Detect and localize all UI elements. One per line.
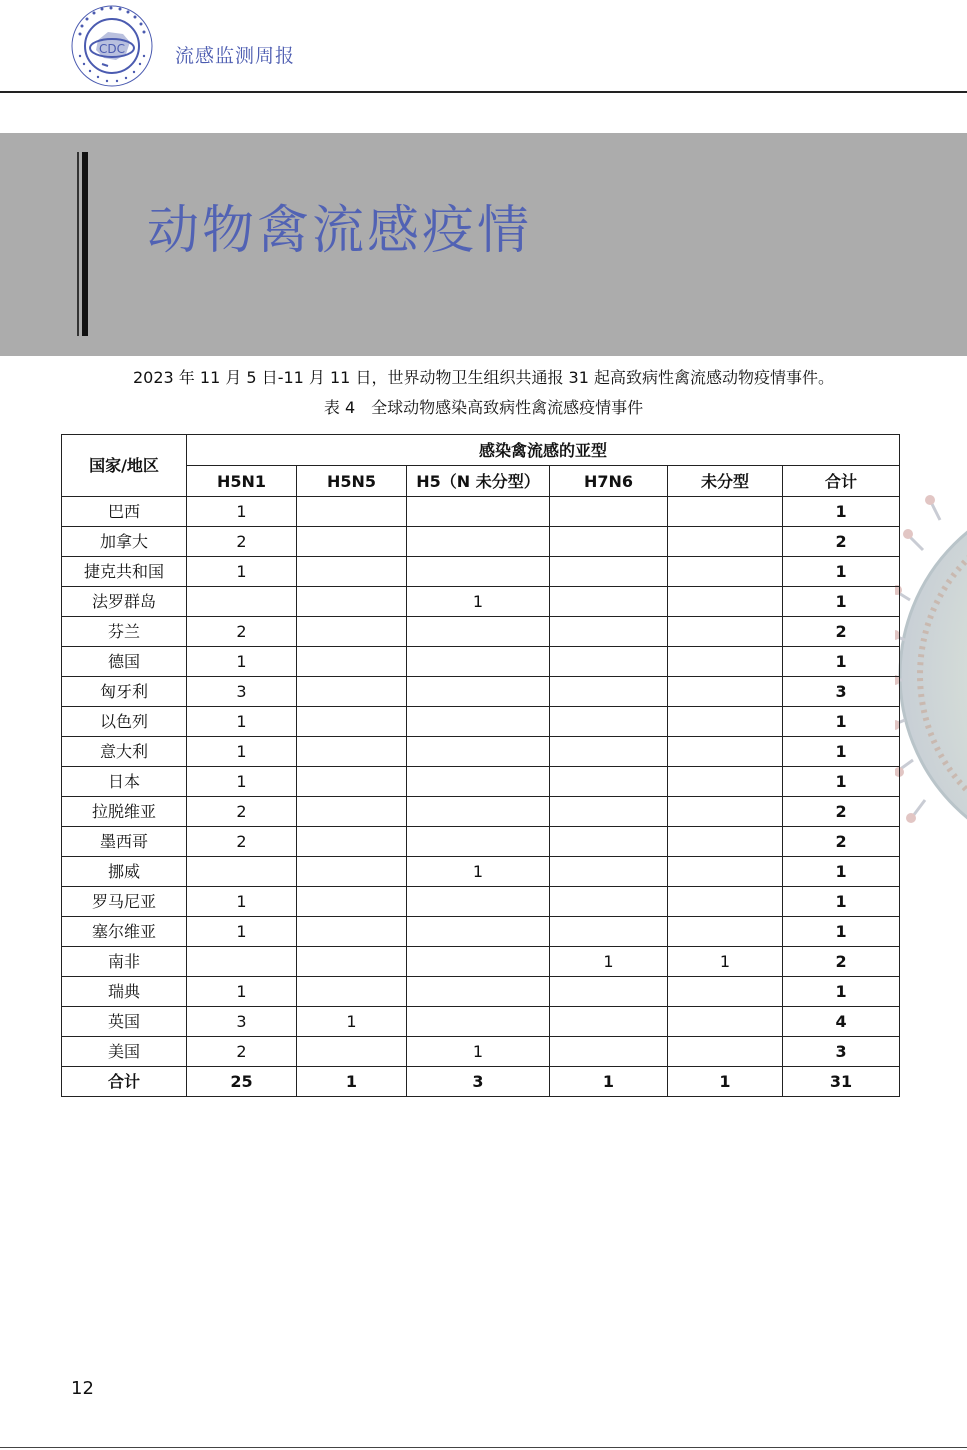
country-cell: 日本 [62,767,187,797]
table-row [62,827,900,857]
table-caption: 表 4 全球动物感染高致病性禽流感疫情事件 [323,398,644,417]
count-cell [407,497,550,527]
country-cell: 美国 [62,1037,187,1067]
table-row [62,647,900,677]
row-total-cell: 2 [783,617,900,647]
count-cell: 1 [187,737,297,767]
count-cell [297,977,407,1007]
country-cell: 罗马尼亚 [62,887,187,917]
count-cell [407,947,550,977]
count-cell [407,647,550,677]
count-cell: 1 [668,947,783,977]
country-cell: 挪威 [62,857,187,887]
logo-text: CDC [99,42,125,56]
country-cell: 巴西 [62,497,187,527]
country-cell: 芬兰 [62,617,187,647]
column-header: H5N5 [297,466,407,497]
total-cell: 1 [297,1067,407,1097]
count-cell [297,737,407,767]
count-cell [297,527,407,557]
count-cell [407,617,550,647]
outbreak-table [61,434,900,1097]
count-cell: 1 [407,857,550,887]
country-cell: 瑞典 [62,977,187,1007]
row-total-cell: 2 [783,827,900,857]
row-total-cell: 1 [783,917,900,947]
country-cell: 墨西哥 [62,827,187,857]
total-cell: 3 [407,1067,550,1097]
subtype-group-header: 感染禽流感的亚型 [187,435,900,466]
count-cell [407,917,550,947]
country-cell: 法罗群岛 [62,587,187,617]
count-cell [297,677,407,707]
page-number: 12 [71,1378,94,1399]
count-cell [297,617,407,647]
count-cell: 1 [187,647,297,677]
count-cell [668,857,783,887]
count-cell [550,647,668,677]
count-cell [550,977,668,1007]
country-cell: 南非 [62,947,187,977]
row-total-cell: 1 [783,707,900,737]
row-total-cell: 2 [783,947,900,977]
column-header: H5（N 未分型） [407,466,550,497]
count-cell [668,977,783,1007]
table-row [62,527,900,557]
count-cell: 2 [187,797,297,827]
table-body [62,497,900,1097]
column-header: 未分型 [668,466,783,497]
china-cdc-logo [68,4,156,88]
row-total-cell: 1 [783,497,900,527]
header-divider [0,91,967,93]
row-total-cell: 3 [783,677,900,707]
table-row [62,707,900,737]
table-row [62,767,900,797]
total-cell: 25 [187,1067,297,1097]
country-column-header: 国家/地区 [62,435,187,497]
count-cell [407,977,550,1007]
column-header: H5N1 [187,466,297,497]
total-row [62,1067,900,1097]
header-title: 流感监测周报 [175,45,296,67]
count-cell [668,497,783,527]
row-total-cell: 1 [783,857,900,887]
table-row [62,617,900,647]
count-cell: 1 [187,767,297,797]
country-cell: 加拿大 [62,527,187,557]
count-cell: 1 [297,1007,407,1037]
table-row [62,737,900,767]
count-cell [550,857,668,887]
count-cell [187,857,297,887]
count-cell [297,857,407,887]
table-row [62,887,900,917]
count-cell: 3 [187,677,297,707]
total-cell: 1 [668,1067,783,1097]
count-cell [297,587,407,617]
count-cell [550,557,668,587]
count-cell: 1 [407,587,550,617]
table-row [62,917,900,947]
count-cell [187,947,297,977]
table-row [62,857,900,887]
count-cell [407,1007,550,1037]
footer-divider [0,1447,967,1448]
row-total-cell: 1 [783,767,900,797]
count-cell [668,1007,783,1037]
banner-accent-bar [82,152,88,336]
count-cell: 1 [187,977,297,1007]
country-cell: 意大利 [62,737,187,767]
count-cell: 2 [187,1037,297,1067]
count-cell [297,797,407,827]
count-cell: 1 [187,497,297,527]
count-cell [297,557,407,587]
row-total-cell: 1 [783,977,900,1007]
count-cell [407,887,550,917]
row-total-cell: 2 [783,797,900,827]
total-cell: 31 [783,1067,900,1097]
count-cell: 1 [187,887,297,917]
count-cell [550,767,668,797]
count-cell [550,827,668,857]
count-cell [297,917,407,947]
count-cell: 1 [187,557,297,587]
count-cell [668,887,783,917]
count-cell [407,527,550,557]
banner-accent-line [77,152,79,336]
count-cell: 3 [187,1007,297,1037]
country-cell: 英国 [62,1007,187,1037]
section-title: 动物禽流感疫情 [147,201,533,261]
intro-paragraph: 2023 年 11 月 5 日-11 月 11 日，世界动物卫生组织共通报 31 起高致病性禽流感动物疫情事件。 [133,368,834,387]
count-cell: 2 [187,827,297,857]
country-cell: 德国 [62,647,187,677]
count-cell [668,827,783,857]
row-total-cell: 3 [783,1037,900,1067]
count-cell [297,1037,407,1067]
count-cell [550,707,668,737]
count-cell: 2 [187,617,297,647]
count-cell [668,557,783,587]
count-cell [668,677,783,707]
count-cell [550,887,668,917]
count-cell [407,557,550,587]
count-cell [668,707,783,737]
count-cell [668,527,783,557]
count-cell [668,647,783,677]
table-row [62,1007,900,1037]
count-cell [297,647,407,677]
row-total-cell: 1 [783,587,900,617]
table-row [62,1037,900,1067]
count-cell [297,707,407,737]
column-header: H7N6 [550,466,668,497]
country-cell: 塞尔维亚 [62,917,187,947]
table-row [62,677,900,707]
count-cell [407,767,550,797]
table-row [62,557,900,587]
page-header [0,0,967,92]
total-label: 合计 [62,1067,187,1097]
count-cell [668,737,783,767]
count-cell [407,677,550,707]
count-cell [297,497,407,527]
count-cell [668,917,783,947]
count-cell [550,587,668,617]
count-cell [550,527,668,557]
count-cell [668,587,783,617]
count-cell [668,797,783,827]
country-cell: 捷克共和国 [62,557,187,587]
count-cell [550,617,668,647]
count-cell [668,767,783,797]
count-cell [550,917,668,947]
table-row [62,587,900,617]
total-cell: 1 [550,1067,668,1097]
count-cell [407,827,550,857]
column-header: 合计 [783,466,900,497]
count-cell [297,947,407,977]
table-row [62,797,900,827]
count-cell [407,737,550,767]
count-cell [187,587,297,617]
row-total-cell: 1 [783,647,900,677]
count-cell [550,797,668,827]
count-cell: 1 [187,707,297,737]
row-total-cell: 1 [783,737,900,767]
count-cell [407,707,550,737]
count-cell [407,797,550,827]
count-cell [550,1007,668,1037]
count-cell [550,737,668,767]
table-row [62,497,900,527]
row-total-cell: 1 [783,887,900,917]
count-cell: 1 [187,917,297,947]
count-cell [550,1037,668,1067]
row-total-cell: 2 [783,527,900,557]
count-cell [297,887,407,917]
count-cell [668,617,783,647]
country-cell: 以色列 [62,707,187,737]
count-cell [550,497,668,527]
country-cell: 拉脱维亚 [62,797,187,827]
count-cell: 1 [407,1037,550,1067]
count-cell [668,1037,783,1067]
count-cell [550,677,668,707]
count-cell [297,827,407,857]
table-row [62,977,900,1007]
count-cell: 1 [550,947,668,977]
row-total-cell: 4 [783,1007,900,1037]
row-total-cell: 1 [783,557,900,587]
virus-illustration [895,480,967,870]
table-row [62,947,900,977]
count-cell [297,767,407,797]
country-cell: 匈牙利 [62,677,187,707]
count-cell: 2 [187,527,297,557]
